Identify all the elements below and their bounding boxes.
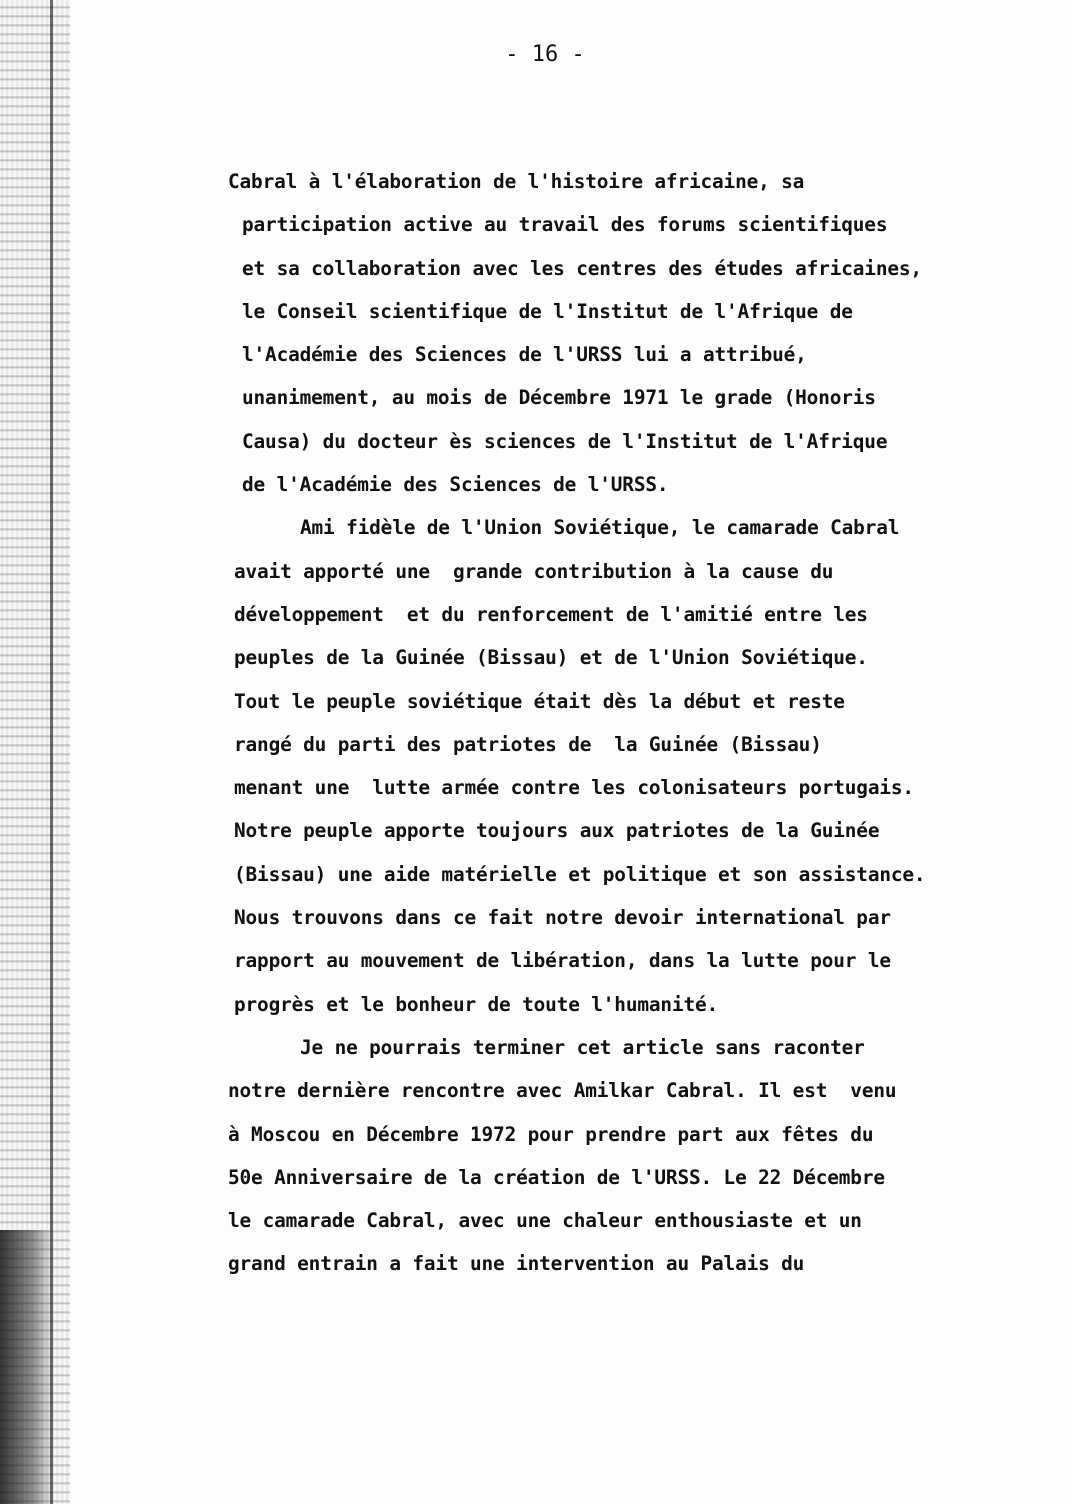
text-line: développement et du renforcement de l'amitié entre les [234, 602, 868, 626]
text-line: rangé du parti des patriotes de la Guinée (Bissau) [234, 732, 822, 756]
text-line: le camarade Cabral, avec une chaleur enthousiaste et un [228, 1209, 862, 1233]
text-line: unanimement, au mois de Décembre 1971 le grade (Honoris [242, 386, 876, 410]
text-line: le Conseil scientifique de l'Institut de l'Afrique de [242, 299, 853, 323]
body-text [228, 160, 1028, 1286]
text-line: grand entrain a fait une intervention au Palais du [228, 1252, 805, 1276]
text-line: Cabral à l'élaboration de l'histoire africaine, sa [228, 170, 805, 193]
text-line: menant une lutte armée contre les colonisateurs portugais. [234, 776, 914, 800]
text-line: participation active au travail des forums scientifiques [242, 213, 888, 237]
text-line: Causa) du docteur ès sciences de l'Institut de l'Afrique [242, 429, 888, 453]
text-line: à Moscou en Décembre 1972 pour prendre part aux fêtes du [228, 1122, 874, 1146]
text-line: progrès et le bonheur de toute l'humanité. [234, 992, 719, 1016]
text-line: l'Académie des Sciences de l'URSS lui a attribué, [242, 343, 807, 367]
page-number: - 16 - [505, 42, 585, 67]
text-line: rapport au mouvement de libération, dans la lutte pour le [234, 949, 891, 973]
text-line: peuples de la Guinée (Bissau) et de l'Union Soviétique. [234, 646, 868, 670]
text-line: Ami fidèle de l'Union Soviétique, le camarade Cabral [300, 516, 900, 540]
text-line: Je ne pourrais terminer cet article sans raconter [300, 1035, 865, 1059]
text-line: (Bissau) une aide matérielle et politique et son assistance. [234, 862, 926, 886]
text-line: avait apporté une grande contribution à la cause du [234, 559, 834, 583]
text-line: Nous trouvons dans ce fait notre devoir international par [234, 906, 891, 930]
text-line: notre dernière rencontre avec Amilkar Cabral. Il est venu [228, 1079, 897, 1103]
text-line: de l'Académie des Sciences de l'URSS. [242, 473, 669, 497]
text-line: Tout le peuple soviétique était dès la début et reste [234, 689, 845, 713]
text-line: Notre peuple apporte toujours aux patriotes de la Guinée [234, 819, 880, 843]
text-line: et sa collaboration avec les centres des études africaines, [242, 256, 922, 280]
text-line: 50e Anniversaire de la création de l'URSS. Le 22 Décembre [228, 1165, 885, 1189]
scan-binding-shadow [0, 1230, 55, 1504]
